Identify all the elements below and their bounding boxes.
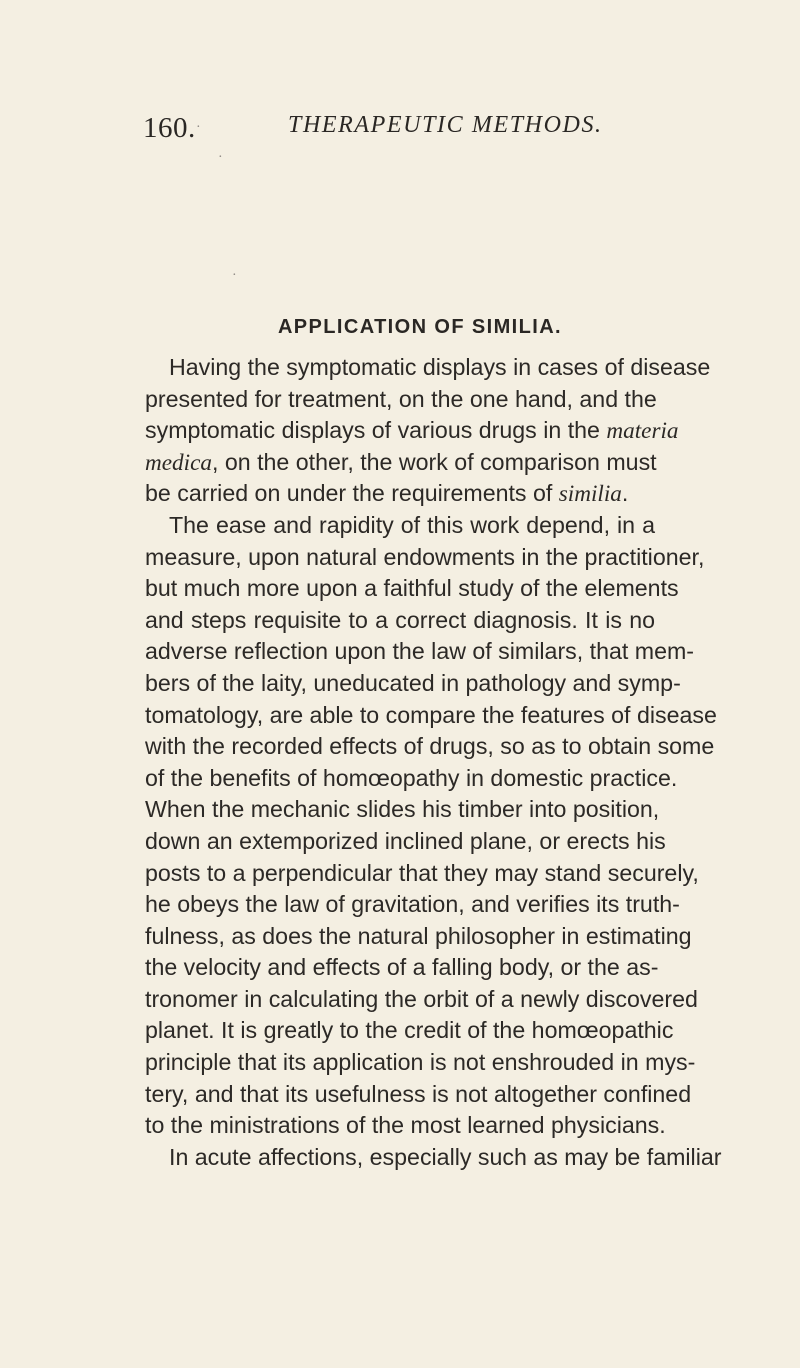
text-line xyxy=(145,542,705,574)
section-title: APPLICATION OF SIMILIA. xyxy=(277,316,563,338)
text-segment: In acute affections, especially such as may be familiar xyxy=(169,1143,722,1170)
text-segment: but much more upon a faithful study of the elements xyxy=(145,575,679,602)
page-number: 160. xyxy=(143,112,196,144)
text-segment: planet. It is greatly to the credit of the homœopathic xyxy=(145,1017,674,1044)
text-segment: the velocity and effects of a falling body, or the as- xyxy=(145,954,659,981)
body-text xyxy=(145,352,722,1173)
italic-term: similia xyxy=(558,481,622,508)
print-speck: · xyxy=(196,120,201,135)
text-segment: adverse reflection upon the law of similars, that mem- xyxy=(145,638,695,665)
italic-term: medica xyxy=(145,449,212,476)
text-segment: , on the other, the work of comparison must xyxy=(211,448,657,475)
text-segment: tomatology, are able to compare the features of disease xyxy=(145,701,717,728)
text-line xyxy=(145,1142,722,1174)
text-segment: be carried on under the requirements of xyxy=(145,480,559,507)
text-segment: fulness, as does the natural philosopher in estimating xyxy=(145,922,692,949)
text-line xyxy=(145,447,655,479)
text-segment: Having the symptomatic displays in cases of disease xyxy=(169,354,711,380)
text-segment: with the recorded effects of drugs, so as to obtain some xyxy=(145,733,715,760)
print-speck: · xyxy=(218,150,223,165)
text-line xyxy=(145,1047,696,1079)
italic-term: materia xyxy=(606,418,679,445)
text-segment: bers of the laity, uneducated in pathology and symp- xyxy=(145,669,681,696)
text-line xyxy=(145,605,655,637)
text-segment: symptomatic displays of various drugs in the xyxy=(145,417,607,444)
text-line xyxy=(145,984,698,1016)
print-speck: · xyxy=(232,268,237,283)
text-segment: of the benefits of homœopathy in domestic practice. xyxy=(145,764,678,791)
text-line xyxy=(145,858,699,890)
text-segment: tery, and that its usefulness is not altogether confined xyxy=(145,1080,692,1107)
text-line xyxy=(145,1110,666,1142)
text-segment: The ease and rapidity of this work depend, in a xyxy=(169,511,655,538)
text-segment: he obeys the law of gravitation, and verifies its truth- xyxy=(145,891,680,918)
text-line xyxy=(145,636,695,668)
text-segment: When the mechanic slides his timber into position, xyxy=(145,796,660,823)
text-line xyxy=(145,921,692,953)
text-line xyxy=(145,952,659,984)
text-segment: measure, upon natural endowments in the practitioner, xyxy=(145,543,705,570)
text-segment: principle that its application is not enshrouded in mys- xyxy=(145,1049,696,1076)
text-line xyxy=(145,826,666,858)
text-line xyxy=(145,763,678,795)
text-segment: presented for treatment, on the one hand, and the xyxy=(145,385,657,412)
text-segment: down an extemporized inclined plane, or erects his xyxy=(145,827,666,854)
text-line xyxy=(145,510,655,542)
running-head: THERAPEUTIC METHODS. xyxy=(288,112,603,138)
text-line xyxy=(145,794,660,826)
text-line xyxy=(145,700,717,732)
text-line xyxy=(145,352,711,384)
text-line xyxy=(145,1079,692,1111)
text-line xyxy=(145,415,679,447)
text-line xyxy=(145,889,680,921)
text-line xyxy=(145,478,655,510)
text-segment: tronomer in calculating the orbit of a newly discovered xyxy=(145,985,698,1012)
text-line xyxy=(145,384,655,416)
text-line xyxy=(145,1015,674,1047)
text-line xyxy=(145,668,681,700)
text-line xyxy=(145,573,679,605)
text-segment: posts to a perpendicular that they may stand securely, xyxy=(145,859,699,886)
text-line xyxy=(145,731,715,763)
text-segment: and steps requisite to a correct diagnosis. It is no xyxy=(145,606,655,633)
text-segment: to the ministrations of the most learned physicians. xyxy=(145,1112,666,1139)
text-segment: . xyxy=(621,480,629,507)
